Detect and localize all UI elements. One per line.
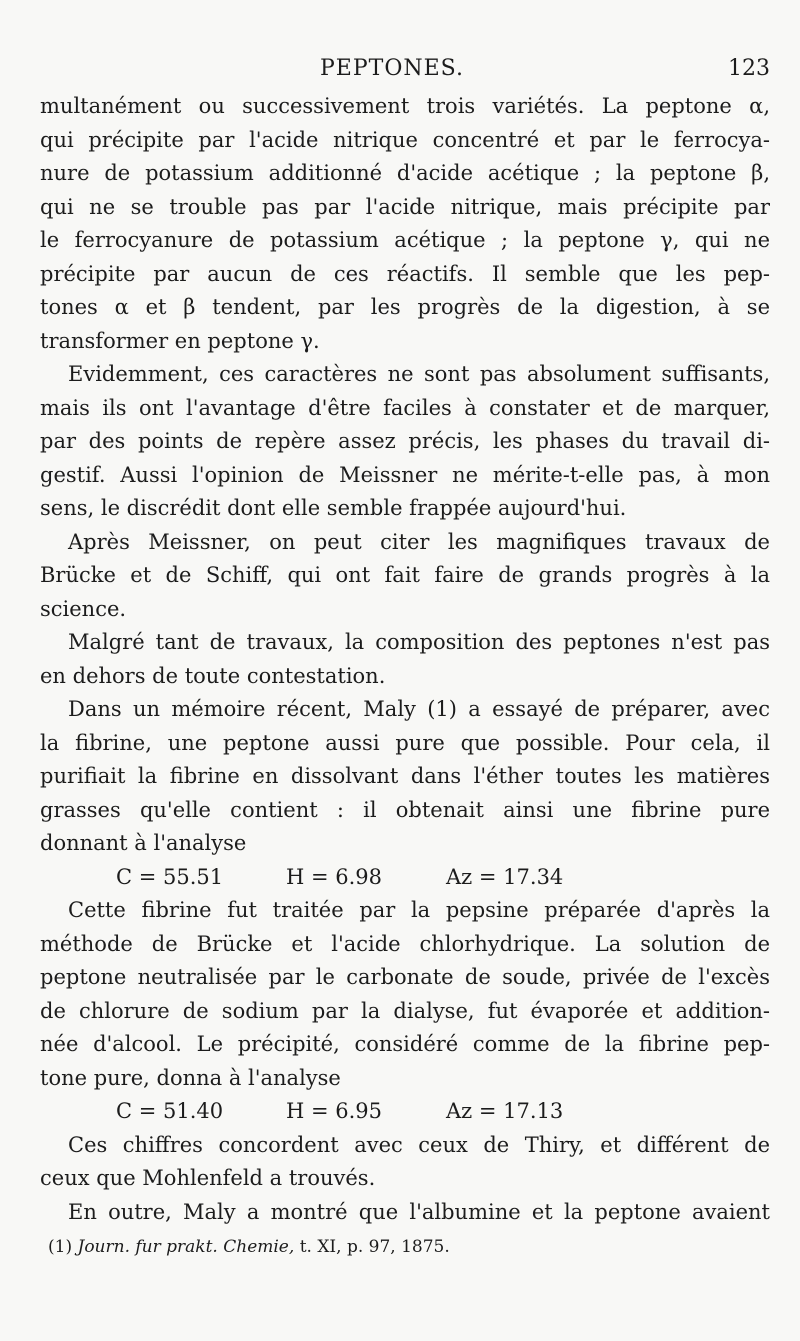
hydrogen-value: H = 6.98 — [286, 864, 383, 889]
text-line: sens, le discrédit dont elle semble frappée aujourd'hui. — [40, 496, 627, 520]
text-line: Dans un mémoire récent, Maly (1) a essayé de préparer, avec — [68, 697, 770, 721]
paragraph — [40, 526, 770, 627]
carbon-value: C = 55.51 — [116, 864, 224, 889]
text-line: Ces chiffres concordent avec ceux de Thiry, et différent de — [68, 1132, 770, 1157]
text-line: science. — [40, 596, 127, 621]
footnote-journal: Journ. fur prakt. Chemie, — [77, 1237, 295, 1257]
footnote-reference: t. XI, p. 97, 1875. — [299, 1237, 450, 1257]
analysis-formula — [40, 861, 770, 895]
text-line: méthode de Brücke et l'acide chlorhydrique. La solution de — [40, 931, 770, 956]
text-line: peptone neutralisée par le carbonate de soude, privée de l'excès — [40, 965, 770, 989]
text-line: gestif. Aussi l'opinion de Meissner ne mérite-t-elle pas, à mon — [40, 462, 770, 487]
text-line: grasses qu'elle contient : il obtenait ainsi une fibrine pure — [40, 797, 770, 822]
carbon-value: C = 51.40 — [116, 1099, 224, 1123]
paragraph — [40, 894, 770, 1095]
page-header — [40, 56, 770, 90]
paragraph — [40, 358, 770, 526]
hydrogen-value: H = 6.95 — [286, 1099, 383, 1123]
text-line: transformer en peptone γ. — [40, 328, 320, 353]
paragraph — [40, 1129, 770, 1196]
text-line: multanément ou successivement trois variétés. La peptone α, — [40, 94, 770, 118]
text-line: Malgré tant de travaux, la composition des peptones n'est pas — [68, 630, 770, 654]
paragraph — [40, 626, 770, 693]
text-line: qui ne se trouble pas par l'acide nitrique, mais précipite par — [40, 194, 770, 219]
text-line: nure de potassium additionné d'acide acétique ; la peptone β, — [40, 161, 770, 185]
page-number: 123 — [728, 56, 770, 81]
text-line: par des points de repère assez précis, les phases du travail di- — [40, 429, 770, 453]
text-line: ceux que Mohlenfeld a trouvés. — [40, 1166, 376, 1190]
text-line: née d'alcool. Le précipité, considéré comme de la fibrine pep- — [40, 1032, 770, 1056]
text-line: la fibrine, une peptone aussi pure que possible. Pour cela, il — [40, 730, 770, 755]
text-line: En outre, Maly a montré que l'albumine et la peptone avaient — [68, 1199, 770, 1224]
text-line: tone pure, donna à l'analyse — [40, 1065, 341, 1090]
footnote — [40, 1229, 770, 1265]
text-line: Cette fibrine fut traitée par la pepsine préparée d'après la — [68, 898, 770, 922]
running-title: PEPTONES. — [320, 56, 464, 81]
paragraph — [40, 1196, 770, 1230]
text-line: Brücke et de Schiff, qui ont fait faire de grands progrès à la — [40, 563, 770, 587]
footnote-marker: (1) — [48, 1237, 73, 1257]
nitrogen-value: Az = 17.34 — [446, 864, 564, 889]
paragraph — [40, 90, 770, 358]
text-line: qui précipite par l'acide nitrique concentré et par le ferrocya- — [40, 127, 770, 152]
text-line: purifiait la fibrine en dissolvant dans l'éther toutes les matières — [40, 764, 770, 788]
text-line: tones α et β tendent, par les progrès de la digestion, à se — [40, 295, 770, 319]
text-line: de chlorure de sodium par la dialyse, fut évaporée et addition- — [40, 998, 770, 1023]
paragraph — [40, 693, 770, 861]
analysis-formula — [40, 1095, 770, 1129]
body-text — [40, 90, 770, 1265]
text-line: mais ils ont l'avantage d'être faciles à constater et de marquer, — [40, 395, 770, 420]
text-line: Après Meissner, on peut citer les magnifiques travaux de — [68, 529, 770, 554]
text-line: Evidemment, ces caractères ne sont pas absolument suffisants, — [68, 362, 770, 386]
nitrogen-value: Az = 17.13 — [446, 1099, 564, 1123]
text-line: en dehors de toute contestation. — [40, 663, 386, 688]
text-line: donnant à l'analyse — [40, 831, 247, 855]
text-line: le ferrocyanure de potassium acétique ; la peptone γ, qui ne — [40, 228, 770, 252]
text-line: précipite par aucun de ces réactifs. Il semble que les pep- — [40, 261, 770, 286]
